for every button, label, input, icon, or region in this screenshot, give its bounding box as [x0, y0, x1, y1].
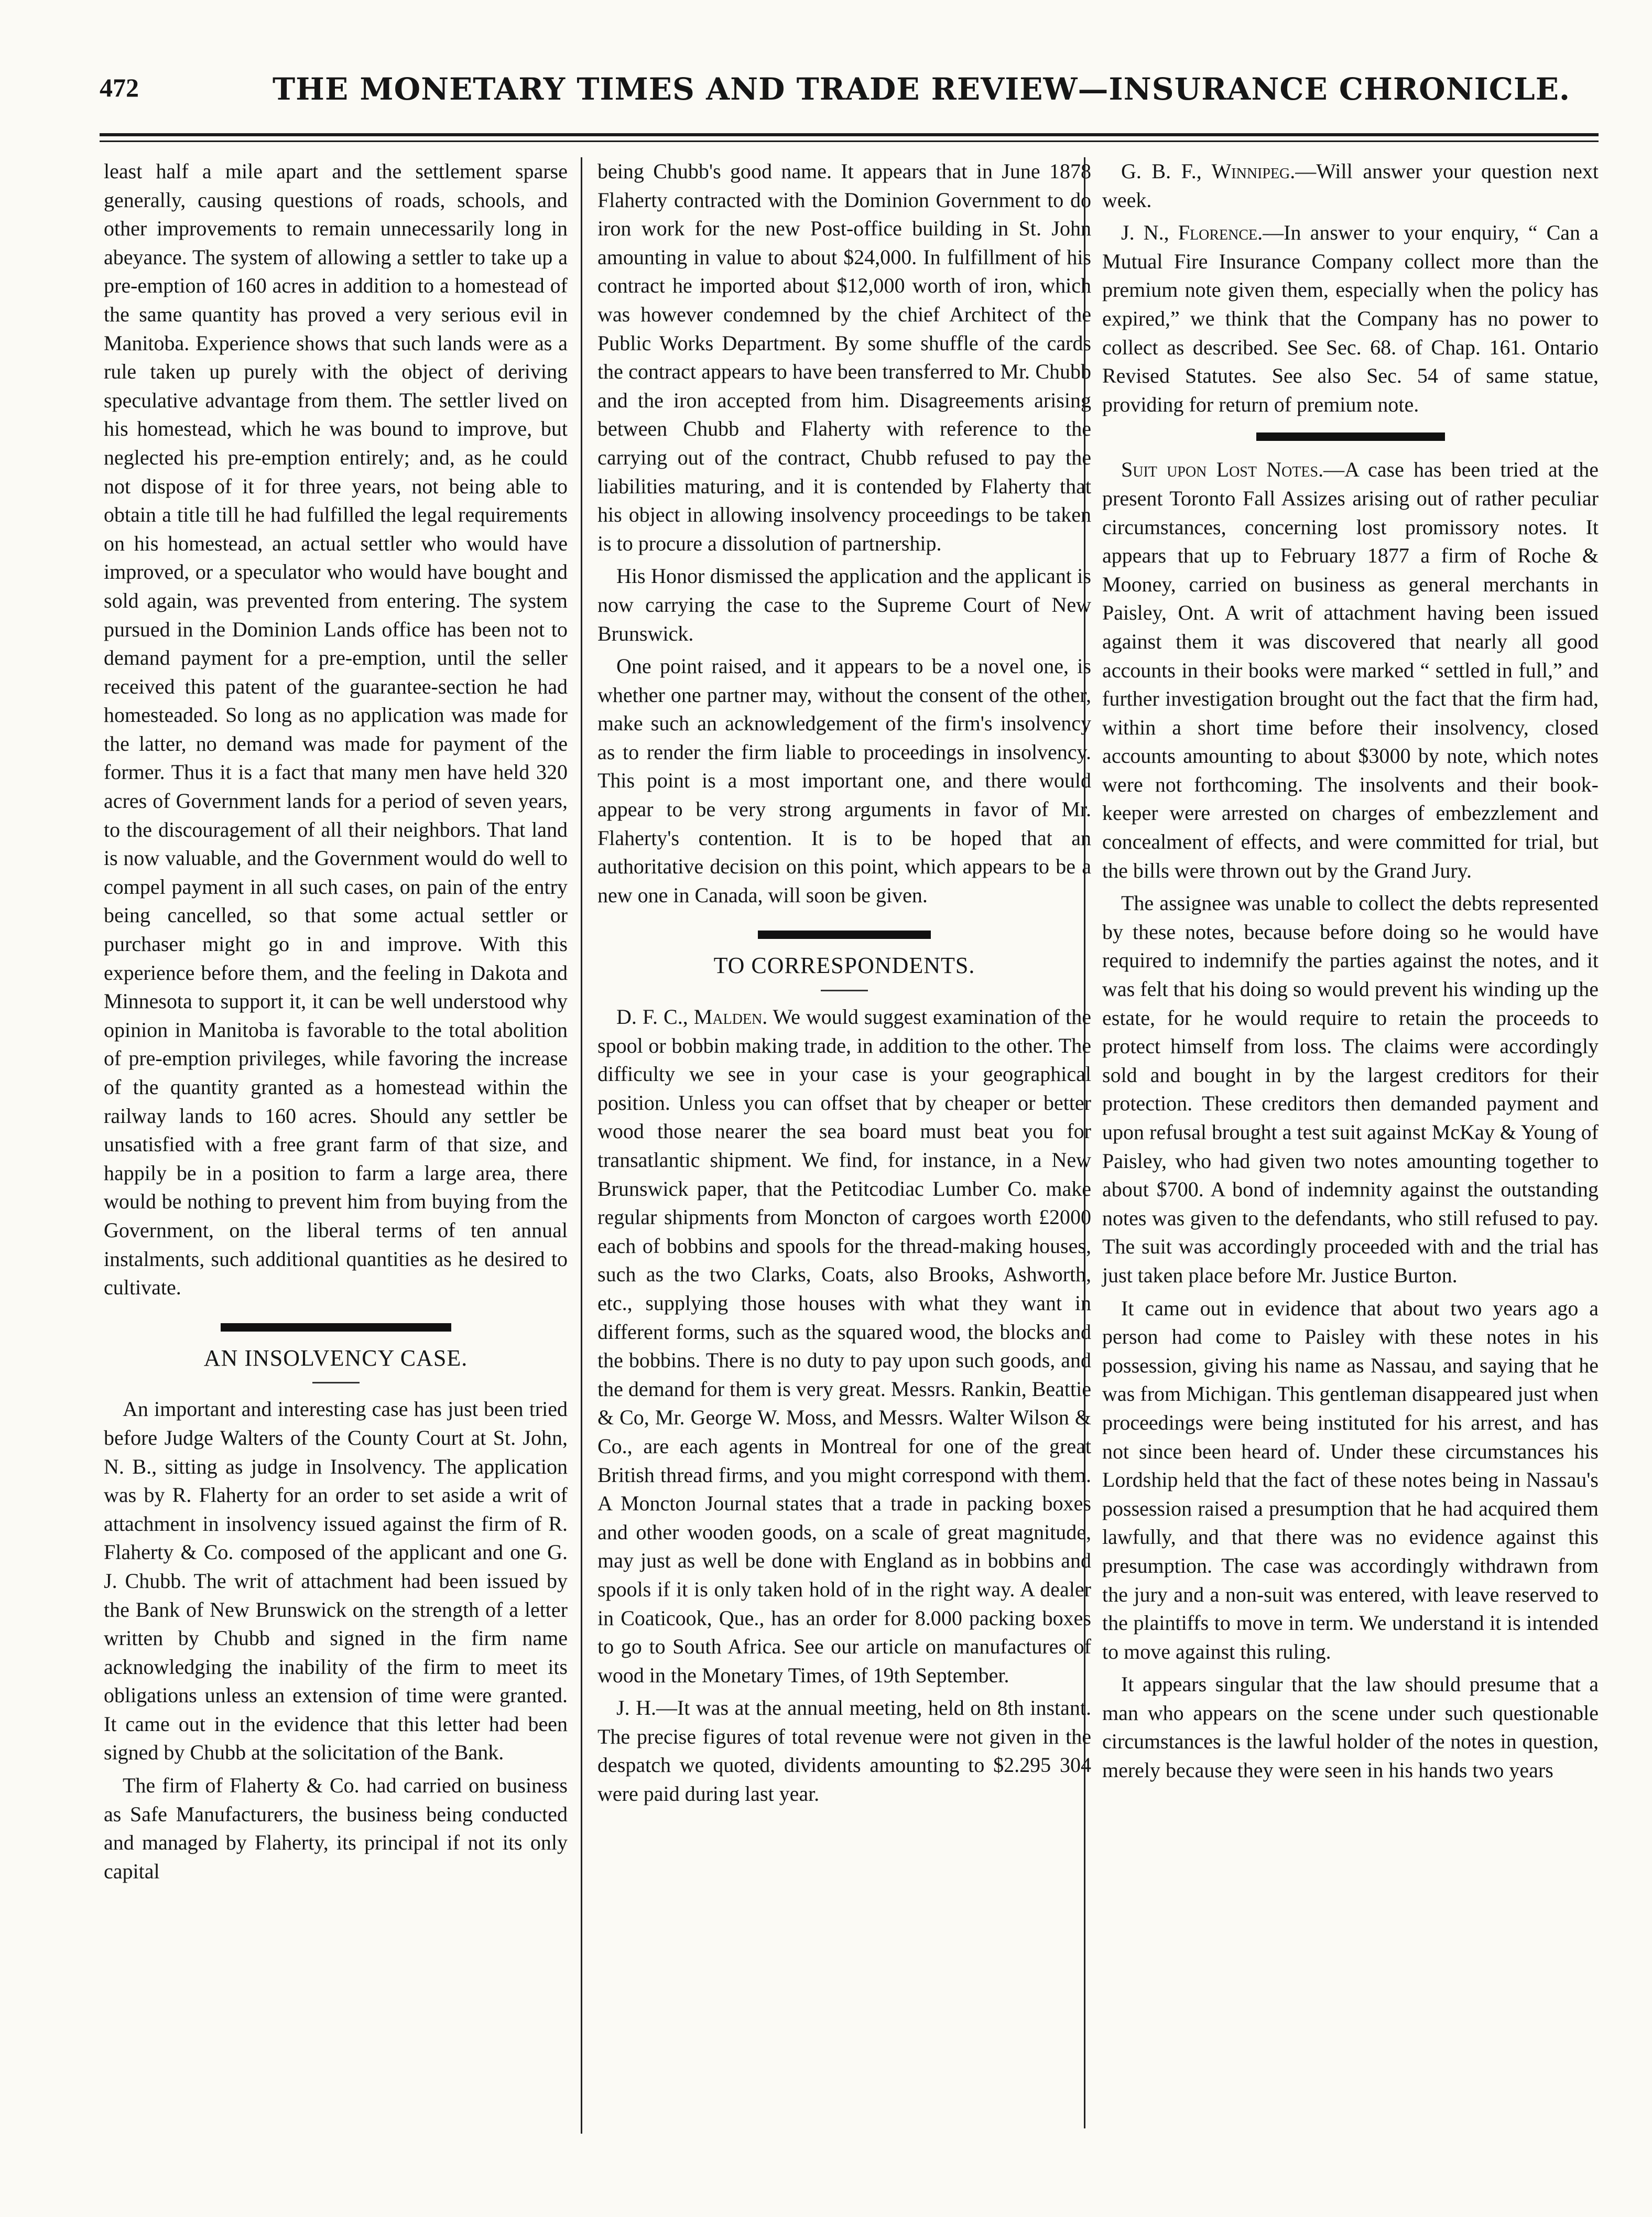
section-rule [1256, 432, 1445, 441]
section-rule [221, 1323, 451, 1332]
suit-paragraph-1-text: —A case has been tried at the present Toronto Fall Assizes arising out of rather peculiar circumstances, concerning lost promissory notes. It appears that up to February 1877 a firm of Roche & Mooney, carried on business as general merchants in Paisley, Ont. A writ of attachment having been issued against them it was discovered that nearly all good accounts in their books were marked “ settled in full,” and further investigation brought out the fact that the firm had, within a short time before their insolvency, closed accounts amounting to about $3000 by note, which notes were not forthcoming. The insolvents and their book-keeper were arrested on charges of embezzlement and concealment of effects, and were committed for trial, but the bills were thrown out by the Grand Jury. [1102, 458, 1599, 882]
reply-dfc-name: D. F. C., Malden. [616, 1005, 768, 1029]
heading-insolvency-case: AN INSOLVENCY CASE. [203, 1345, 468, 1371]
reply-jn-name: J. N., Florence. [1121, 221, 1263, 245]
suit-title: Suit upon Lost Notes. [1121, 458, 1324, 482]
insolvency-paragraph-2: The firm of Flaherty & Co. had carried on business as Safe Manufacturers, the business being conducted and managed by Flaherty, its principal if not its only capital [104, 1773, 568, 1883]
heading-underline [821, 990, 868, 991]
suit-paragraph-1 [1102, 456, 1599, 885]
reply-dfc [597, 1003, 1091, 1690]
suit-paragraph-3: It came out in evidence that about two years ago a person had come to Paisley with these notes in his possession, giving his name as Nassau, and saying that he was from Michigan. This gentleman disappeared just when proceedings were being instituted for his arrest, and has not since been heard of. Under these circumstances his Lordship held that the fact of these notes being in Nassau's possession raised a presumption that he had acquired them lawfully, and that there was no evidence against this presumption. The case was accordingly withdrawn from the jury and a non-suit was entered, with leave reserved to the plaintiffs to move in term. We understand it is intended to move against this ruling. [1102, 1296, 1599, 1663]
insolvency-paragraph-3: His Honor dismissed the application and the applicant is now carrying the case to the Supreme Court of New Brunswick. [597, 564, 1091, 645]
reply-dfc-text: We would suggest examination of the spool or bobbin making trade, in addition to the other. The difficulty we see in your case is your geographical position. Unless you can offset that by cheaper or better wood those nearer the sea board must beat you for transatlantic shipment. We find, for instance, in a New Brunswick paper, that the Petitcodiac Lumber Co. make regular shipments from Moncton of cargoes worth £2000 each of bobbins and spools for the thread-making houses, such as the two Clarks, Coats, also Brooks, Ashworth, etc., supplying those houses with what they want in different forms, such as the squared wood, the blocks and the bobbins. There is no duty to pay upon such goods, and the demand for them is very great. Messrs. Rankin, Beattie & Co, Mr. George W. Moss, and Messrs. Walter Wilson & Co., are each agents in Montreal for one of the great British thread firms, and you might correspond with them. A Moncton Journal states that a trade in packing boxes and other wooden goods, on a scale of great magnitude, may just as well be done with England as in bobbins and spools if it is only taken hold of in the right way. A dealer in Coaticook, Que., has an order for 8.000 packing boxes to go to South Africa. See our article on manufactures of wood in the Monetary Times, of 19th September. [597, 1005, 1091, 1687]
reply-jn [1102, 219, 1599, 419]
column-3 [1102, 157, 1599, 1789]
suit-paragraph-4: It appears singular that the law should presume that a man who appears on the scene under such questionable circumstances is the lawful holder of the notes in question, merely because they were seen in his hands two years [1102, 1672, 1599, 1782]
reply-jh-name: J. H. [616, 1696, 656, 1720]
insolvency-paragraph-1: An important and interesting case has just been tried before Judge Walters of the County Court at St. John, N. B., sitting as judge in Insolvency. The application was by R. Flaherty for an order to set aside a writ of attachment in insolvency issued against the firm of R. Flaherty & Co. composed of the applicant and one G. J. Chubb. The writ of attachment had been issued by the Bank of New Brunswick on the strength of a letter written by Chubb and signed in the firm name acknowledging the inability of the firm to meet its obligations unless an extension of time were granted. It came out in the evidence that this letter had been signed by Chubb at the solicitation of the Bank. [104, 1397, 568, 1765]
article-paragraph-continued: least half a mile apart and the settlement sparse generally, causing questions of roads, schools, and other improvements to remain unnecessarily long in abeyance. The system of allowing a settler to take up a pre-emption of 160 acres in addition to a homestead of the same quantity has proved a very serious evil in Manitoba. Experience shows that such lands were as a rule taken up purely with the object of deriving speculative advantage from them. The settler lived on his homestead, which he was bound to improve, but neglected his pre-emption entirely; and, as he could not dispose of it for three years, not being able to obtain a title till he had fulfilled the legal requirements on his homestead, an actual settler who would have improved, or a speculator who would have bought and sold again, was prevented from entering. The system pursued in the Dominion Lands office has been not to demand payment for a pre-emption, until the seller received this patent of the guarantee-section he had homesteaded. So long as no application was made for the latter, no demand was made for payment of the former. Thus it is a fact that many men have held 320 acres of Government lands for a period of seven years, to the discouragement of all their neighbors. That land is now valuable, and the Government would do well to compel payment in all such cases, on pain of the entry being cancelled, so that some actual settler or purchaser might go in and improve. With this experience before them, and the feeling in Dakota and Minnesota to support it, it can be well understood why opinion in Manitoba is favorable to the total abolition of pre-emption privileges, while favoring the increase of the quantity granted as a homestead within the railway lands to 160 acres. Should any settler be unsatisfied with a free grant farm of that size, and happily be in a position to farm a large area, there would be nothing to prevent him from buying from the Government, on the liberal terms of ten annual instalments, such additional quantities as he desired to cultivate. [104, 159, 568, 1300]
header-rule [100, 133, 1599, 136]
reply-gbf [1102, 157, 1599, 214]
column-divider-1 [581, 157, 582, 2134]
heading-underline [312, 1382, 360, 1383]
reply-jn-text: —In answer to your enquiry, “ Can a Mutual Fire Insurance Company collect more than the premium note given them, especially when the policy has expired,” we think that the Company has no power to collect as described. See Sec. 68. of Chap. 161. Ontario Revised Statutes. See also Sec. 54 of same statue, providing for return of premium note. [1102, 221, 1599, 416]
header-rule-thin [100, 140, 1599, 142]
heading-to-correspondents: TO CORRESPONDENTS. [713, 953, 975, 979]
reply-gbf-name: G. B. F., Winnipeg. [1121, 159, 1296, 183]
column-2 [597, 157, 1091, 1813]
reply-jh [597, 1694, 1091, 1808]
reply-jh-text: —It was at the annual meeting, held on 8th instant. The precise figures of total revenue were not given in the despatch we quoted, dividents amounting to $2.295 304 were paid during last year. [597, 1696, 1092, 1806]
reply-gbf-text: —Will answer your question next week. [1102, 159, 1599, 212]
section-rule [758, 931, 931, 939]
insolvency-paragraph-2-continued: being Chubb's good name. It appears that in June 1878 Flaherty contracted with the Dominion Government to do iron work for the new Post-office building in St. John amounting in value to about $24,000. In fulfillment of his contract he imported about $12,000 worth of iron, which was however condemned by the chief Architect of the Public Works Department. By some shuffle of the cards the contract appears to have been transferred to Mr. Chubb and the iron accepted from him. Disagreements arising between Chubb and Flaherty with reference to the carrying out of the contract, Chubb refused to pay the liabilities maturing, and it is contended by Flaherty that his object in allowing insolvency proceedings to be taken is to procure a dissolution of partnership. [597, 159, 1091, 555]
masthead-title: THE MONETARY TIMES AND TRADE REVIEW—INSURANCE CHRONICLE. [273, 71, 1571, 107]
column-1 [104, 157, 568, 1890]
page-number: 472 [100, 73, 139, 102]
insolvency-paragraph-4: One point raised, and it appears to be a novel one, is whether one partner may, without the consent of the other, make such an acknowledgement of the firm's insolvency as to render the firm liable to proceedings in insolvency. This point is a most important one, and there would appear to be very strong arguments in favor of Mr. Flaherty's contention. It is to be hoped that an authoritative decision on this point, which appears to be a new one in Canada, will soon be given. [597, 654, 1091, 907]
suit-paragraph-2: The assignee was unable to collect the debts represented by these notes, because before doing so he would have required to indemnify the parties against the notes, and it was felt that his doing so would prevent his winding up the estate, for he would require to retain the proceeds to protect himself from loss. The claims were accordingly sold and bought in by the largest creditors for their protection. These creditors then demanded payment and upon refusal brought a test suit against McKay & Young of Paisley, who had given two notes amounting together to about $700. A bond of indemnity against the outstanding notes was given to the defendants, who still refused to pay. The suit was accordingly proceeded with and the trial has just taken place before Mr. Justice Burton. [1102, 891, 1599, 1287]
